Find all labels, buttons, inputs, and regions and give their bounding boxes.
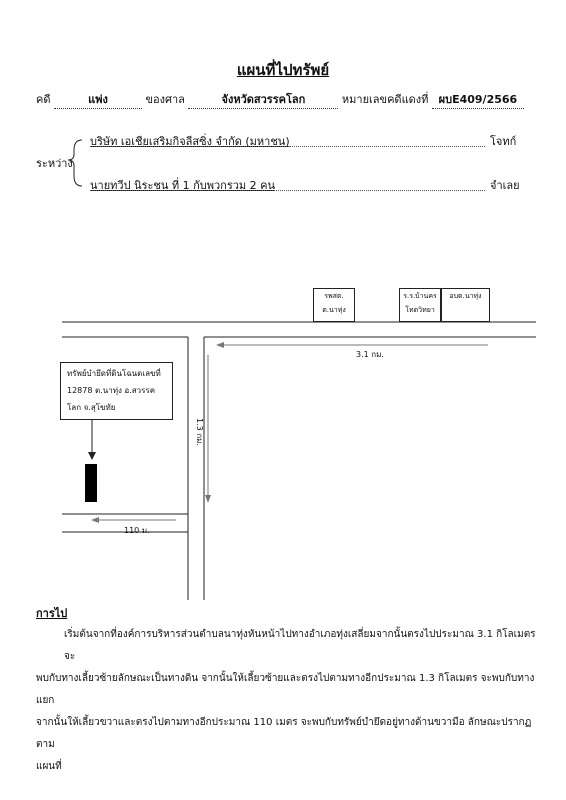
- between-brace: [68, 140, 82, 186]
- directions-heading: การไป: [36, 607, 68, 620]
- plaintiff-name: บริษัท เอเชียเสริมกิจลีสซิ่ง จำกัด (มหาชน): [90, 135, 290, 148]
- between-label: ระหว่าง: [36, 157, 73, 170]
- court-value: จังหวัดสวรรคโลก: [188, 90, 338, 109]
- directions-line: พบกับทางเลี้ยวซ้ายลักษณะเป็นทางดิน จากนั้นให้เลี้ยวซ้ายและตรงไปตามทางอีกประมาณ 1.3 กิโลเมตร จะพบกับทางแยก: [36, 673, 535, 706]
- distance-110m-label: 110 ม.: [124, 526, 150, 535]
- property-label-box: [60, 362, 173, 420]
- landmark-line: โทตวิทยา: [405, 306, 435, 314]
- case-label: คดี: [36, 93, 51, 106]
- defendant-role: จำเลย: [490, 179, 520, 192]
- property-line: 12878 ต.นาทุ่ง อ.สวรรค: [67, 386, 156, 395]
- landmark-sao-office: [441, 288, 490, 322]
- defendant-name: นายทวีป นิระชน ที่ 1 กับพวกรวม 2 คน: [90, 179, 276, 192]
- directions-paragraph: [36, 624, 536, 778]
- landmark-health-center: [313, 288, 355, 322]
- court-label: ของศาล: [145, 93, 185, 106]
- case-number-value: ผบE409/2566: [432, 90, 524, 109]
- landmark-school: [399, 288, 441, 322]
- distance-3-1km-label: 3.1 กม.: [356, 350, 384, 359]
- landmark-line: รพสต.: [324, 292, 344, 300]
- case-number-label: หมายเลขคดีแดงที่: [341, 93, 429, 106]
- landmark-line: ร.ร.บ้านคร: [403, 292, 437, 300]
- property-marker: [85, 464, 97, 502]
- property-line: โลก จ.สุโขทัย: [67, 403, 116, 412]
- directions-line: แผนที่: [36, 761, 62, 772]
- case-type-value: แพ่ง: [54, 90, 142, 109]
- directions-line: เริ่มต้นจากที่องค์การบริหารส่วนตำบลนาทุ่งหันหน้าไปทางอำเภอทุ่งเสลี่ยมจากนั้นตรงไปประมาณ 3.1 กิโลเมตร จะ: [64, 629, 536, 662]
- property-line: ทรัพย์บำยึดที่ดินโฉนดเลขที่: [67, 369, 161, 378]
- directions-line: จากนั้นให้เลี้ยวขวาและตรงไปตามทางอีกประมาณ 110 เมตร จะพบกับทรัพย์บำยึดอยู่ทางด้านขวามือ ลักษณะปรากฏตาม: [36, 717, 532, 750]
- landmark-line: ต.นาทุ่ง: [322, 306, 346, 314]
- page-title: แผนที่ไปทรัพย์: [236, 61, 330, 79]
- plaintiff-role: โจทก์: [490, 135, 517, 148]
- distance-1-3km-label: 1.3 กม.: [195, 418, 204, 446]
- landmark-line: อบต.นาทุ่ง: [449, 292, 482, 300]
